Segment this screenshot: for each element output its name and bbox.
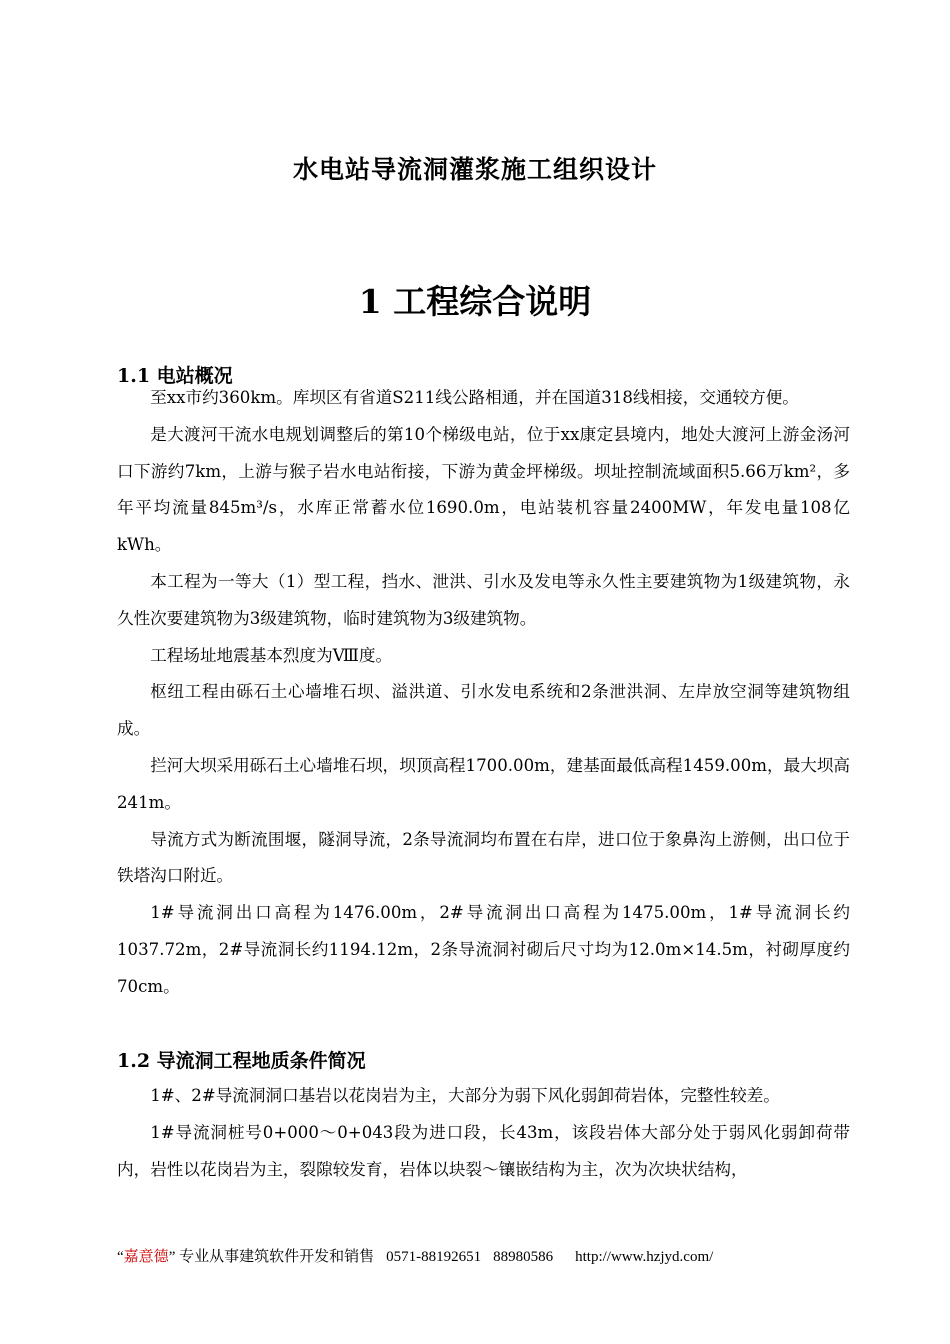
paragraph: 1#导流洞桩号0+000～0+043段为进口段，长43m，该段岩体大部分处于弱风化弱卸荷带内，岩性以花岗岩为主，裂隙较发育，岩体以块裂～镶嵌结构为主，次为次块状结构， bbox=[117, 1122, 850, 1179]
paragraph: 1#、2#导流洞洞口基岩以花岗岩为主，大部分为弱下风化弱卸荷岩体，完整性较差。 bbox=[150, 1086, 780, 1105]
page-footer bbox=[117, 1245, 713, 1266]
paragraph: 是大渡河干流水电规划调整后的第10个梯级电站，位于xx康定县境内，地处大渡河上游金汤河口下游约7km，上游与猴子岩水电站衔接，下游为黄金坪梯级。坝址控制流域面积5.66万km²，多年平均流量845m³/s，水库正常蓄水位1690.0m，电站装机容量2400MW，年发电量108亿kWh。 bbox=[117, 424, 850, 555]
paragraph: 本工程为一等大（1）型工程，挡水、泄洪、引水及发电等永久性主要建筑物为1级建筑物，永久性次要建筑物为3级建筑物，临时建筑物为3级建筑物。 bbox=[117, 571, 850, 628]
paragraph: 枢纽工程由砾石土心墙堆石坝、溢洪道、引水发电系统和2条泄洪洞、左岸放空洞等建筑物组成。 bbox=[117, 682, 850, 739]
chapter-title: 1 工程综合说明 bbox=[358, 282, 592, 321]
footer-url: http://www.hzjyd.com/ bbox=[575, 1249, 714, 1265]
footer-phone-2: 88980586 bbox=[493, 1249, 554, 1265]
footer-slogan: 专业从事建筑软件开发和销售 bbox=[175, 1249, 375, 1265]
section-body-1-1 bbox=[117, 380, 850, 1006]
footer-quote-open: “ bbox=[117, 1249, 124, 1265]
section-heading-1-1: 1.1 电站概况 bbox=[117, 365, 233, 387]
paragraph: 导流方式为断流围堰，隧洞导流，2条导流洞均布置在右岸，进口位于象鼻沟上游侧，出口位于铁塔沟口附近。 bbox=[117, 829, 850, 886]
section-body-1-2 bbox=[117, 1078, 850, 1188]
paragraph: 至xx市约360km。库坝区有省道S211线公路相通，并在国道318线相接，交通较方便。 bbox=[150, 388, 799, 407]
paragraph: 1#导流洞出口高程为1476.00m，2#导流洞出口高程为1475.00m，1#导流洞长约1037.72m，2#导流洞长约1194.12m，2条导流洞衬砌后尺寸均为12.0m×14.5m，衬砌厚度约70cm。 bbox=[117, 903, 850, 996]
footer-brand: 嘉意德 bbox=[123, 1249, 169, 1265]
document-title: 水电站导流洞灌浆施工组织设计 bbox=[292, 155, 657, 184]
paragraph: 拦河大坝采用砾石土心墙堆石坝，坝顶高程1700.00m，建基面最低高程1459.00m，最大坝高241m。 bbox=[117, 755, 850, 812]
paragraph: 工程场址地震基本烈度为Ⅷ度。 bbox=[150, 645, 393, 665]
footer-quote-close: ” bbox=[168, 1249, 176, 1265]
footer-phone-1: 0571-88192651 bbox=[386, 1249, 482, 1265]
section-heading-1-2: 1.2 导流洞工程地质条件简况 bbox=[117, 1050, 366, 1072]
